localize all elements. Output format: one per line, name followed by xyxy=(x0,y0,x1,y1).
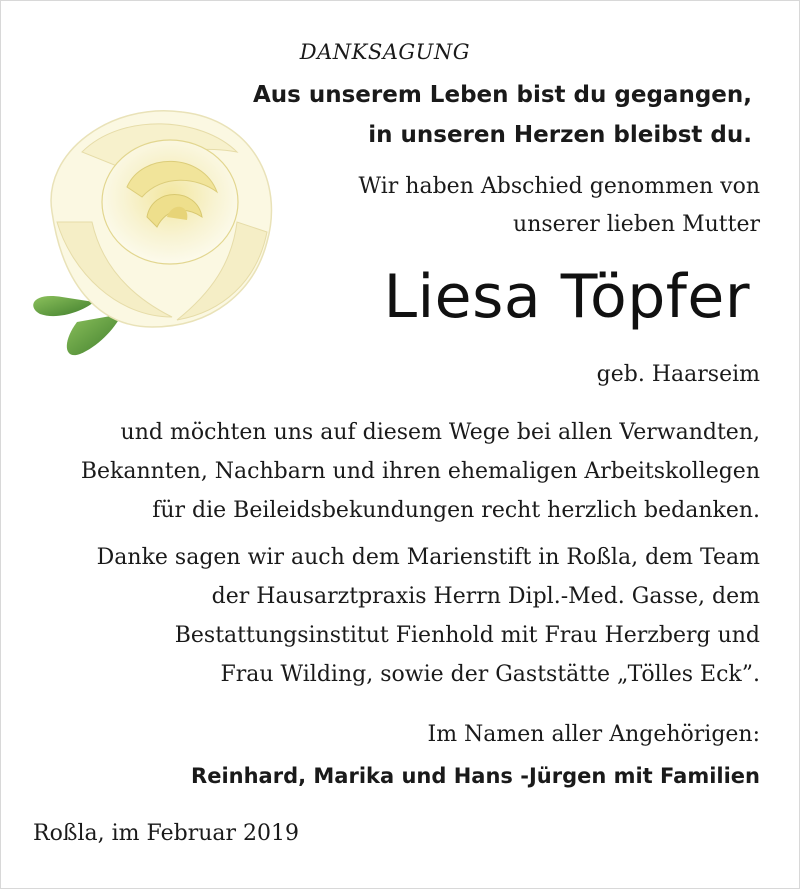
heading: DANKSAGUNG xyxy=(299,40,470,64)
intro-line-2: unserer lieben Mutter xyxy=(513,212,760,237)
white-rose-image xyxy=(22,92,284,362)
thanks-more-line-3: Bestattungsinstitut Fienhold mit Frau Herzberg und xyxy=(174,623,760,648)
intro-line-1: Wir haben Abschied genommen von xyxy=(358,174,760,199)
thanks-more-line-2: der Hausarztpraxis Herrn Dipl.-Med. Gasse, dem xyxy=(211,584,760,609)
thanks-more-line-1: Danke sagen wir auch dem Marienstift in Roßla, dem Team xyxy=(96,545,760,570)
thanks-line-2: Bekannten, Nachbarn und ihren ehemaligen Arbeitskollegen xyxy=(80,459,760,484)
thanks-line-1: und möchten uns auf diesem Wege bei allen Verwandten, xyxy=(120,420,760,445)
place-date: Roßla, im Februar 2019 xyxy=(33,821,299,846)
deceased-name: Liesa Töpfer xyxy=(383,262,750,332)
motto-line-2: in unseren Herzen bleibst du. xyxy=(368,122,752,148)
signature-names: Reinhard, Marika und Hans -Jürgen mit Familien xyxy=(191,764,760,788)
birth-name: geb. Haarseim xyxy=(596,362,760,387)
thanks-line-3: für die Beileidsbekundungen recht herzlich bedanken. xyxy=(152,498,760,523)
signature-intro: Im Namen aller Angehörigen: xyxy=(427,722,760,747)
thanks-more-line-4: Frau Wilding, sowie der Gaststätte „Tölles Eck”. xyxy=(220,662,760,687)
motto-line-1: Aus unserem Leben bist du gegangen, xyxy=(252,82,752,108)
